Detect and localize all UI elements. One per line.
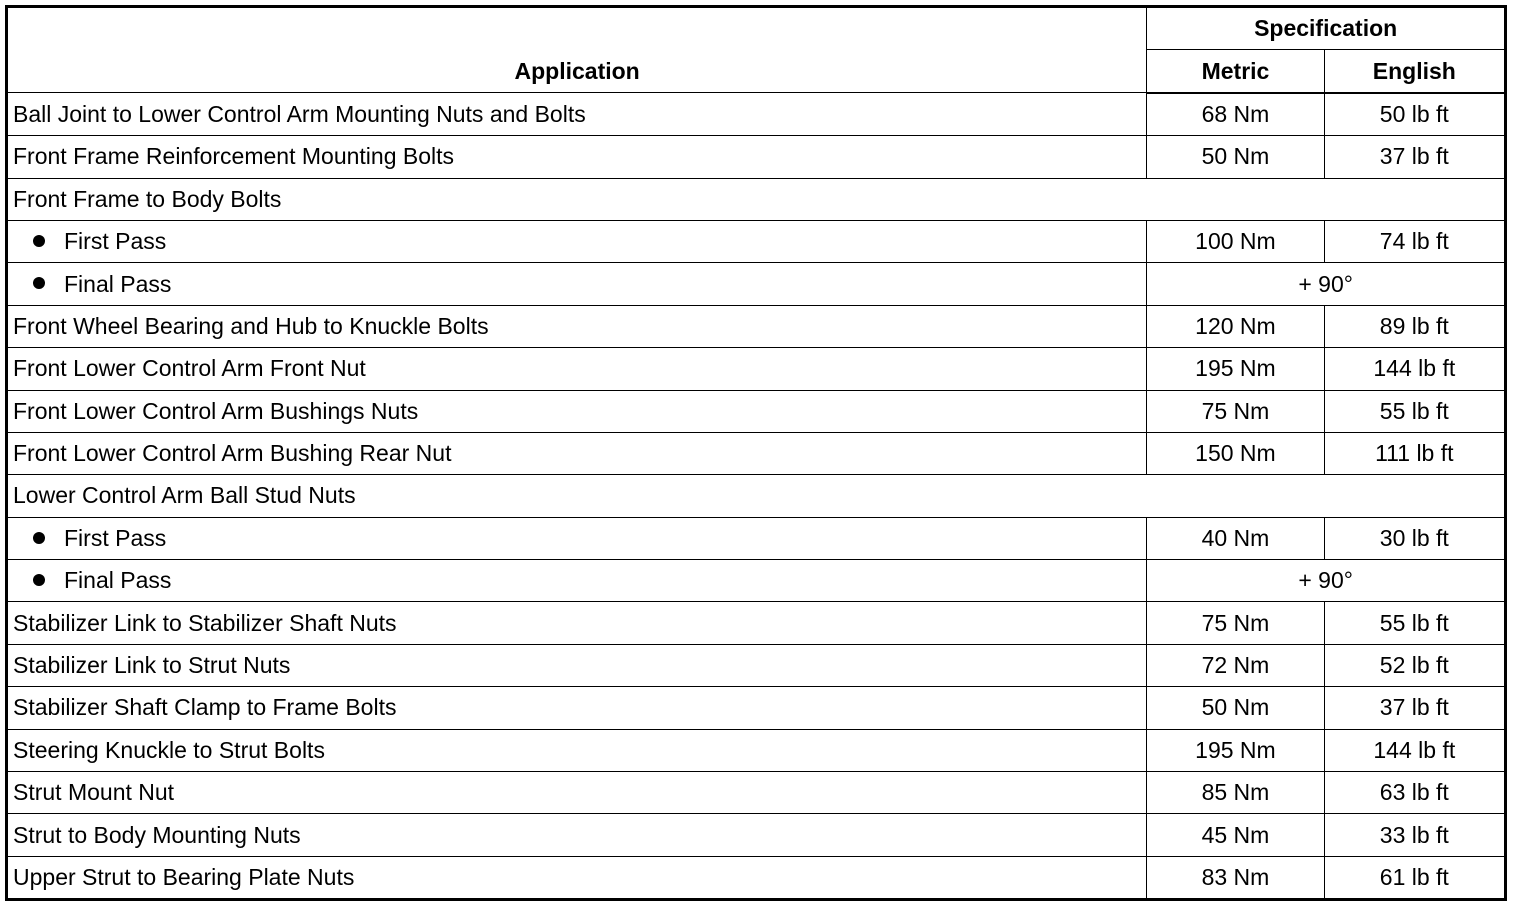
metric-cell: 50 Nm [1147, 687, 1324, 729]
application-cell [7, 263, 1147, 305]
application-cell: Front Wheel Bearing and Hub to Knuckle Bolts [7, 305, 1147, 347]
application-cell: Front Lower Control Arm Front Nut [7, 348, 1147, 390]
application-header: Application [7, 7, 1147, 93]
metric-cell: 72 Nm [1147, 644, 1324, 686]
application-label: First Pass [64, 228, 167, 255]
english-cell: 37 lb ft [1324, 687, 1505, 729]
application-label: Final Pass [64, 270, 172, 297]
english-cell: 55 lb ft [1324, 602, 1505, 644]
table-subrow [7, 560, 1506, 602]
application-cell: Strut to Body Mounting Nuts [7, 814, 1147, 856]
table-row [7, 729, 1506, 771]
metric-cell: 75 Nm [1147, 390, 1324, 432]
table-row [7, 348, 1506, 390]
application-cell: Steering Knuckle to Strut Bolts [7, 729, 1147, 771]
metric-cell: 68 Nm [1147, 93, 1324, 136]
english-cell: 52 lb ft [1324, 644, 1505, 686]
metric-cell: 50 Nm [1147, 136, 1324, 178]
table-row [7, 687, 1506, 729]
bullet-icon [33, 532, 45, 544]
metric-header: Metric [1147, 50, 1324, 93]
metric-cell: 45 Nm [1147, 814, 1324, 856]
metric-cell: 83 Nm [1147, 856, 1324, 899]
table-row [7, 814, 1506, 856]
table-row [7, 602, 1506, 644]
english-cell: 89 lb ft [1324, 305, 1505, 347]
english-cell: 55 lb ft [1324, 390, 1505, 432]
application-cell: Stabilizer Link to Stabilizer Shaft Nuts [7, 602, 1147, 644]
metric-cell: 40 Nm [1147, 517, 1324, 559]
application-cell: Stabilizer Link to Strut Nuts [7, 644, 1147, 686]
table-subrow [7, 263, 1506, 305]
table-group-row [7, 178, 1506, 220]
group-heading-cell: Front Frame to Body Bolts [7, 178, 1506, 220]
application-cell: Stabilizer Shaft Clamp to Frame Bolts [7, 687, 1147, 729]
group-heading-cell: Lower Control Arm Ball Stud Nuts [7, 475, 1506, 517]
metric-cell: 85 Nm [1147, 772, 1324, 814]
metric-cell: 195 Nm [1147, 729, 1324, 771]
application-cell: Front Lower Control Arm Bushing Rear Nut [7, 432, 1147, 474]
bullet-icon [33, 574, 45, 586]
bullet-icon [33, 235, 45, 247]
english-cell: 37 lb ft [1324, 136, 1505, 178]
table-row [7, 93, 1506, 136]
torque-spec-table [5, 5, 1507, 901]
table-group-row [7, 475, 1506, 517]
table-row [7, 305, 1506, 347]
table-row [7, 772, 1506, 814]
english-cell: 50 lb ft [1324, 93, 1505, 136]
application-label: Final Pass [64, 567, 172, 594]
application-cell [7, 220, 1147, 262]
english-cell: 74 lb ft [1324, 220, 1505, 262]
header-row-top [7, 7, 1506, 50]
table-row [7, 856, 1506, 899]
application-cell: Strut Mount Nut [7, 772, 1147, 814]
application-cell [7, 517, 1147, 559]
application-cell: Front Lower Control Arm Bushings Nuts [7, 390, 1147, 432]
application-label: First Pass [64, 524, 167, 551]
bullet-icon [33, 277, 45, 289]
table-subrow [7, 220, 1506, 262]
angle-cell: + 90° [1147, 263, 1506, 305]
metric-cell: 100 Nm [1147, 220, 1324, 262]
table-row [7, 136, 1506, 178]
metric-cell: 150 Nm [1147, 432, 1324, 474]
english-cell: 144 lb ft [1324, 348, 1505, 390]
english-cell: 33 lb ft [1324, 814, 1505, 856]
table-row [7, 390, 1506, 432]
english-cell: 30 lb ft [1324, 517, 1505, 559]
application-cell: Front Frame Reinforcement Mounting Bolts [7, 136, 1147, 178]
english-cell: 61 lb ft [1324, 856, 1505, 899]
metric-cell: 120 Nm [1147, 305, 1324, 347]
metric-cell: 195 Nm [1147, 348, 1324, 390]
english-cell: 63 lb ft [1324, 772, 1505, 814]
table-subrow [7, 517, 1506, 559]
metric-cell: 75 Nm [1147, 602, 1324, 644]
specification-header: Specification [1147, 7, 1506, 50]
table-row [7, 644, 1506, 686]
english-cell: 144 lb ft [1324, 729, 1505, 771]
english-header: English [1324, 50, 1505, 93]
application-cell: Upper Strut to Bearing Plate Nuts [7, 856, 1147, 899]
application-cell [7, 560, 1147, 602]
table-row [7, 432, 1506, 474]
application-cell: Ball Joint to Lower Control Arm Mounting Nuts and Bolts [7, 93, 1147, 136]
english-cell: 111 lb ft [1324, 432, 1505, 474]
angle-cell: + 90° [1147, 560, 1506, 602]
